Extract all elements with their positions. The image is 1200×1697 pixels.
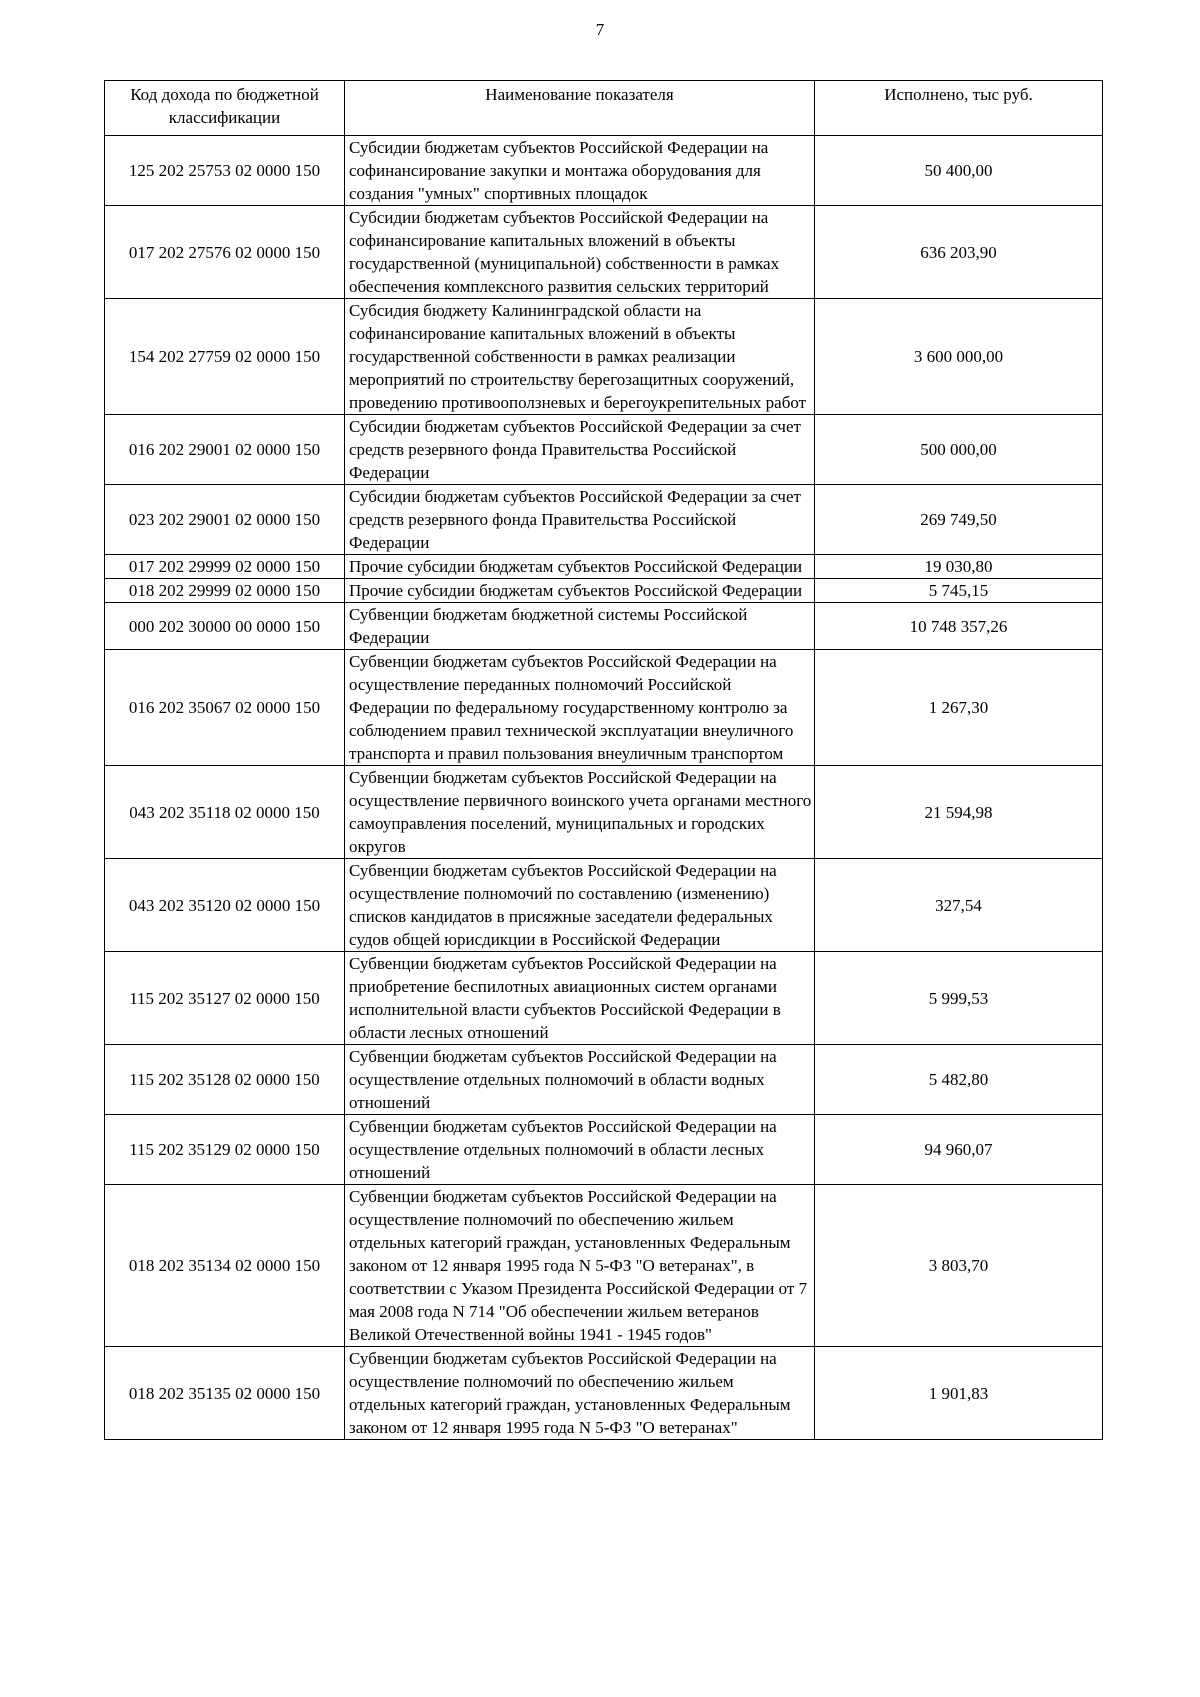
table-row xyxy=(105,766,1103,859)
row-code: 043 202 35120 02 0000 150 xyxy=(105,859,345,952)
table-header-row xyxy=(105,81,1103,136)
row-code: 017 202 27576 02 0000 150 xyxy=(105,206,345,299)
row-code: 115 202 35127 02 0000 150 xyxy=(105,952,345,1045)
row-value: 5 999,53 xyxy=(815,952,1103,1045)
row-code: 115 202 35128 02 0000 150 xyxy=(105,1045,345,1115)
row-name: Субвенции бюджетам субъектов Российской Федерации на осуществление полномочий по обеспечению жильем отдельных категорий граждан, установленных Федеральным законом от 12 января 1995 года N 5-ФЗ "О ветеранах" xyxy=(345,1347,815,1440)
table-row xyxy=(105,136,1103,206)
row-code: 154 202 27759 02 0000 150 xyxy=(105,299,345,415)
table-row xyxy=(105,206,1103,299)
row-code: 018 202 35135 02 0000 150 xyxy=(105,1347,345,1440)
table-row xyxy=(105,415,1103,485)
row-code: 016 202 29001 02 0000 150 xyxy=(105,415,345,485)
header-code: Код дохода по бюджетной классификации xyxy=(105,81,345,136)
row-value: 1 901,83 xyxy=(815,1347,1103,1440)
table-row xyxy=(105,1045,1103,1115)
table-row xyxy=(105,299,1103,415)
row-value: 21 594,98 xyxy=(815,766,1103,859)
table-row xyxy=(105,952,1103,1045)
budget-table xyxy=(104,80,1103,1440)
row-code: 018 202 29999 02 0000 150 xyxy=(105,579,345,603)
row-code: 017 202 29999 02 0000 150 xyxy=(105,555,345,579)
row-code: 115 202 35129 02 0000 150 xyxy=(105,1115,345,1185)
row-value: 94 960,07 xyxy=(815,1115,1103,1185)
table-row xyxy=(105,650,1103,766)
row-code: 023 202 29001 02 0000 150 xyxy=(105,485,345,555)
row-name: Субсидии бюджетам субъектов Российской Федерации на софинансирование закупки и монтажа оборудования для создания "умных" спортивных площадок xyxy=(345,136,815,206)
row-value: 327,54 xyxy=(815,859,1103,952)
row-name: Субвенции бюджетам субъектов Российской Федерации на осуществление полномочий по обеспечению жильем отдельных категорий граждан, установленных Федеральным законом от 12 января 1995 года N 5-ФЗ "О ветеранах", в соответствии с Указом Президента Российской Федерации от 7 мая 2008 года N 714 "Об обеспечении жильем ветеранов Великой Отечественной войны 1941 - 1945 годов" xyxy=(345,1185,815,1347)
row-code: 018 202 35134 02 0000 150 xyxy=(105,1185,345,1347)
header-value: Исполнено, тыс руб. xyxy=(815,81,1103,136)
header-name: Наименование показателя xyxy=(345,81,815,136)
table-row xyxy=(105,859,1103,952)
row-name: Субвенции бюджетам субъектов Российской Федерации на приобретение беспилотных авиационных систем органами исполнительной власти субъектов Российской Федерации в области лесных отношений xyxy=(345,952,815,1045)
row-value: 269 749,50 xyxy=(815,485,1103,555)
table-row xyxy=(105,1347,1103,1440)
row-name: Прочие субсидии бюджетам субъектов Российской Федерации xyxy=(345,555,815,579)
row-value: 3 803,70 xyxy=(815,1185,1103,1347)
table-row xyxy=(105,603,1103,650)
row-code: 000 202 30000 00 0000 150 xyxy=(105,603,345,650)
table-row xyxy=(105,485,1103,555)
row-name: Субвенции бюджетам бюджетной системы Российской Федерации xyxy=(345,603,815,650)
row-name: Субвенции бюджетам субъектов Российской Федерации на осуществление отдельных полномочий в области лесных отношений xyxy=(345,1115,815,1185)
row-value: 10 748 357,26 xyxy=(815,603,1103,650)
row-value: 500 000,00 xyxy=(815,415,1103,485)
row-name: Прочие субсидии бюджетам субъектов Российской Федерации xyxy=(345,579,815,603)
row-code: 043 202 35118 02 0000 150 xyxy=(105,766,345,859)
row-name: Субвенции бюджетам субъектов Российской Федерации на осуществление переданных полномочий Российской Федерации по федеральному государственному контролю за соблюдением правил технической эксплуатации внеуличного транспорта и правил пользования внеуличным транспортом xyxy=(345,650,815,766)
table-row xyxy=(105,555,1103,579)
row-code: 125 202 25753 02 0000 150 xyxy=(105,136,345,206)
row-value: 50 400,00 xyxy=(815,136,1103,206)
table-row xyxy=(105,1185,1103,1347)
row-name: Субвенции бюджетам субъектов Российской Федерации на осуществление полномочий по составлению (изменению) списков кандидатов в присяжные заседатели федеральных судов общей юрисдикции в Российской Федерации xyxy=(345,859,815,952)
row-name: Субсидии бюджетам субъектов Российской Федерации на софинансирование капитальных вложений в объекты государственной (муниципальной) собственности в рамках обеспечения комплексного развития сельских территорий xyxy=(345,206,815,299)
row-name: Субсидия бюджету Калининградской области на софинансирование капитальных вложений в объекты государственной собственности в рамках реализации мероприятий по строительству берегозащитных сооружений, проведению противооползневых и берегоукрепительных работ xyxy=(345,299,815,415)
row-value: 19 030,80 xyxy=(815,555,1103,579)
row-name: Субвенции бюджетам субъектов Российской Федерации на осуществление отдельных полномочий в области водных отношений xyxy=(345,1045,815,1115)
row-name: Субсидии бюджетам субъектов Российской Федерации за счет средств резервного фонда Правительства Российской Федерации xyxy=(345,415,815,485)
table-row xyxy=(105,579,1103,603)
row-value: 3 600 000,00 xyxy=(815,299,1103,415)
row-code: 016 202 35067 02 0000 150 xyxy=(105,650,345,766)
table-row xyxy=(105,1115,1103,1185)
page-number: 7 xyxy=(595,20,605,39)
row-value: 5 745,15 xyxy=(815,579,1103,603)
row-value: 636 203,90 xyxy=(815,206,1103,299)
row-value: 1 267,30 xyxy=(815,650,1103,766)
row-name: Субвенции бюджетам субъектов Российской Федерации на осуществление первичного воинского учета органами местного самоуправления поселений, муниципальных и городских округов xyxy=(345,766,815,859)
row-value: 5 482,80 xyxy=(815,1045,1103,1115)
row-name: Субсидии бюджетам субъектов Российской Федерации за счет средств резервного фонда Правительства Российской Федерации xyxy=(345,485,815,555)
